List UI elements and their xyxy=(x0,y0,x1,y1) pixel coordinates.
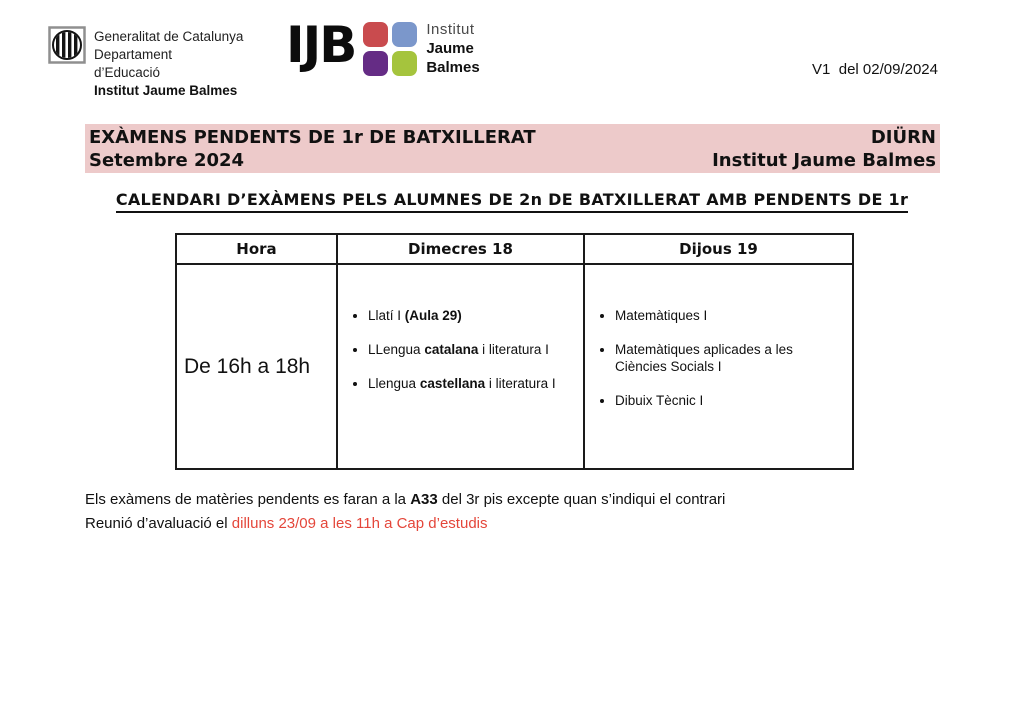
gov-line-2: Departament xyxy=(94,47,173,62)
logo-square-purple xyxy=(363,51,388,76)
exam-list-item xyxy=(615,307,816,324)
table-header-row xyxy=(176,234,853,264)
banner-shift: DIÜRN xyxy=(870,127,936,148)
dijous-exams-list xyxy=(585,265,852,409)
text-segment: i literatura I xyxy=(478,342,549,357)
exam-list-item xyxy=(615,392,816,409)
school-logo xyxy=(286,14,480,77)
exam-list-item xyxy=(368,307,579,324)
logo-square-red xyxy=(363,22,388,47)
note-room xyxy=(85,488,725,512)
exam-list-item xyxy=(368,341,579,358)
logo-name-jaume: Jaume xyxy=(426,40,474,57)
text-segment: LLengua xyxy=(368,342,425,357)
text-segment: i literatura I xyxy=(485,376,556,391)
banner-school: Institut Jaume Balmes xyxy=(712,150,936,171)
banner-month: Setembre 2024 xyxy=(89,150,245,171)
gov-line-3: d’Educació xyxy=(94,65,161,80)
text-segment: (Aula 29) xyxy=(404,308,462,323)
gov-text-block xyxy=(94,26,243,100)
exam-schedule-table xyxy=(175,233,854,470)
col-header-dijous: Dijous 19 xyxy=(584,234,853,264)
exam-list-item xyxy=(368,375,579,392)
text-segment: Els exàmens de matèries pendents es faran a la xyxy=(85,491,411,508)
text-segment: Matemàtiques aplicades a les Ciències Socials I xyxy=(615,342,793,374)
section-heading xyxy=(0,190,1024,210)
gov-line-4: Institut Jaume Balmes xyxy=(94,83,238,98)
logo-name-block xyxy=(426,20,479,77)
text-segment: catalana xyxy=(424,342,479,357)
exam-list-item xyxy=(615,341,816,375)
logo-square-blue xyxy=(392,22,417,47)
table-row xyxy=(176,264,853,469)
gov-line-1: Generalitat de Catalunya xyxy=(94,29,244,44)
text-segment: castellana xyxy=(419,376,486,391)
gov-identity xyxy=(48,26,243,100)
note-meeting xyxy=(85,512,725,536)
col-header-hora: Hora xyxy=(176,234,337,264)
banner-right xyxy=(712,126,936,173)
col-header-dimecres: Dimecres 18 xyxy=(337,234,584,264)
generalitat-logo-icon xyxy=(48,26,86,64)
banner-title: EXÀMENS PENDENTS DE 1r DE BATXILLERAT xyxy=(89,127,536,148)
text-segment: Reunió d’avaluació el xyxy=(85,515,232,532)
text-segment: dilluns 23/09 a les 11h a Cap d’estudis xyxy=(231,515,488,532)
text-segment: Llengua xyxy=(368,376,420,391)
footer-notes xyxy=(85,488,725,536)
logo-name-balmes: Balmes xyxy=(426,59,480,76)
version-label: V1 del 02/09/2024 xyxy=(812,61,938,78)
logo-name-institut: Institut xyxy=(426,21,475,38)
banner-left xyxy=(89,126,536,173)
dimecres-cell xyxy=(337,264,584,469)
logo-squares-icon xyxy=(363,22,417,76)
section-heading-text: CALENDARI D’EXÀMENS PELS ALUMNES DE 2n DE BATXILLERAT AMB PENDENTS DE 1r xyxy=(116,190,908,213)
text-segment: A33 xyxy=(410,491,438,508)
text-segment: Llatí I xyxy=(368,308,405,323)
title-banner xyxy=(85,124,940,173)
time-cell: De 16h a 18h xyxy=(176,264,337,469)
text-segment: Matemàtiques I xyxy=(615,308,708,323)
ijb-monogram: IJB xyxy=(286,16,356,74)
logo-square-green xyxy=(392,51,417,76)
dimecres-exams-list xyxy=(338,265,583,392)
text-segment: Dibuix Tècnic I xyxy=(615,393,704,408)
dijous-cell xyxy=(584,264,853,469)
text-segment: del 3r pis excepte quan s’indiqui el contrari xyxy=(437,491,726,508)
